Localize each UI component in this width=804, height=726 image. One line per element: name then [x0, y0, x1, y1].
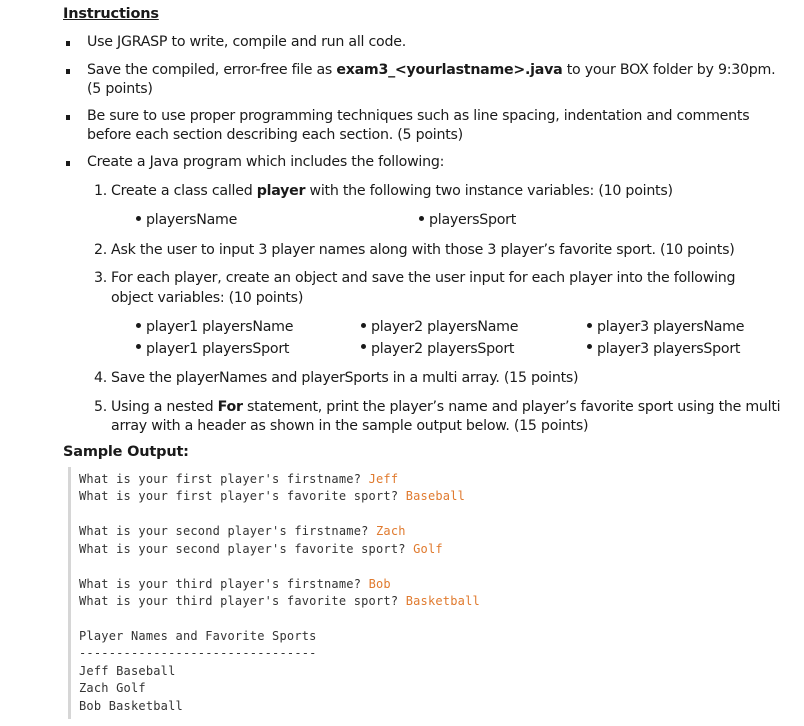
object-var: player1 playersName	[146, 319, 294, 335]
item-3-line-2: object variables: (10 points)	[111, 290, 304, 306]
item-3-number: 3.	[93, 270, 107, 286]
console-line: What is your first player's favorite sport? Baseball	[79, 489, 466, 503]
bullet-3-line-1: Be sure to use proper programming techniques such as line spacing, indentation and comments	[87, 108, 750, 124]
item-4-number: 4.	[93, 370, 107, 386]
item-1-number: 1.	[93, 183, 107, 199]
bullet-square	[66, 161, 70, 166]
object-var: player2 playersSport	[371, 341, 515, 357]
console-line: What is your first player's firstname? Jeff	[79, 472, 399, 486]
user-answer: Baseball	[405, 489, 466, 503]
object-var: player3 playersName	[597, 319, 745, 335]
user-answer: Basketball	[405, 594, 480, 608]
item-2-text: Ask the user to input 3 player names along with those 3 player’s favorite sport. (10 points)	[111, 242, 735, 258]
console-line: What is your second player's firstname? Zach	[79, 524, 406, 538]
output-row: Zach Golf	[79, 681, 146, 695]
bullet-1-text: Use JGRASP to write, compile and run all code.	[87, 34, 406, 50]
bullet-dot	[136, 323, 141, 328]
output-row: Bob Basketball	[79, 699, 183, 713]
bullet-dot	[136, 344, 141, 349]
item-5-line-2: array with a header as shown in the sample output below. (15 points)	[111, 418, 589, 434]
instructions-heading: Instructions	[63, 6, 159, 22]
filename: exam3_<yourlastname>.java	[336, 62, 563, 78]
bullet-dot	[136, 216, 141, 221]
var-players-sport: playersSport	[429, 212, 517, 228]
item-3-line-1: For each player, create an object and save the user input for each player into the following	[111, 270, 736, 286]
item-5-number: 5.	[93, 399, 107, 415]
bullet-dot	[419, 216, 424, 221]
output-row: Jeff Baseball	[79, 664, 176, 678]
output-divider: --------------------------------	[79, 646, 317, 660]
bullet-square	[66, 115, 70, 120]
bullet-2-line-1: Save the compiled, error-free file as exam3_<yourlastname>.java to your BOX folder by 9:30pm.	[87, 62, 776, 78]
sample-output-console	[68, 467, 751, 719]
user-answer: Golf	[413, 542, 443, 556]
item-4-text: Save the playerNames and playerSports in a multi array. (15 points)	[111, 370, 579, 386]
console-line: What is your third player's firstname? Bob	[79, 577, 391, 591]
user-answer: Bob	[368, 577, 391, 591]
class-name: player	[256, 183, 306, 199]
bullet-square	[66, 69, 70, 74]
item-2-number: 2.	[93, 242, 107, 258]
bullet-dot	[361, 344, 366, 349]
bullet-square	[66, 41, 70, 46]
bullet-2-line-2: (5 points)	[87, 81, 153, 97]
console-line: What is your second player's favorite sport? Golf	[79, 542, 443, 556]
output-header: Player Names and Favorite Sports	[79, 629, 317, 643]
bullet-dot	[587, 344, 592, 349]
object-var: player2 playersName	[371, 319, 519, 335]
object-var: player3 playersSport	[597, 341, 741, 357]
for-keyword: For	[217, 399, 243, 415]
var-players-name: playersName	[146, 212, 238, 228]
bullet-dot	[587, 323, 592, 328]
bullet-3-line-2: before each section describing each section. (5 points)	[87, 127, 463, 143]
object-var: player1 playersSport	[146, 341, 290, 357]
bullet-dot	[361, 323, 366, 328]
bullet-4-text: Create a Java program which includes the following:	[87, 154, 445, 170]
user-answer: Zach	[375, 524, 406, 538]
console-line: What is your third player's favorite sport? Basketball	[79, 594, 480, 608]
item-1-text: Create a class called player with the following two instance variables: (10 points)	[111, 183, 673, 199]
sample-output-heading: Sample Output:	[63, 444, 189, 460]
item-5-line-1: Using a nested For statement, print the player’s name and player’s favorite sport using the multi	[111, 399, 781, 415]
user-answer: Jeff	[368, 472, 399, 486]
